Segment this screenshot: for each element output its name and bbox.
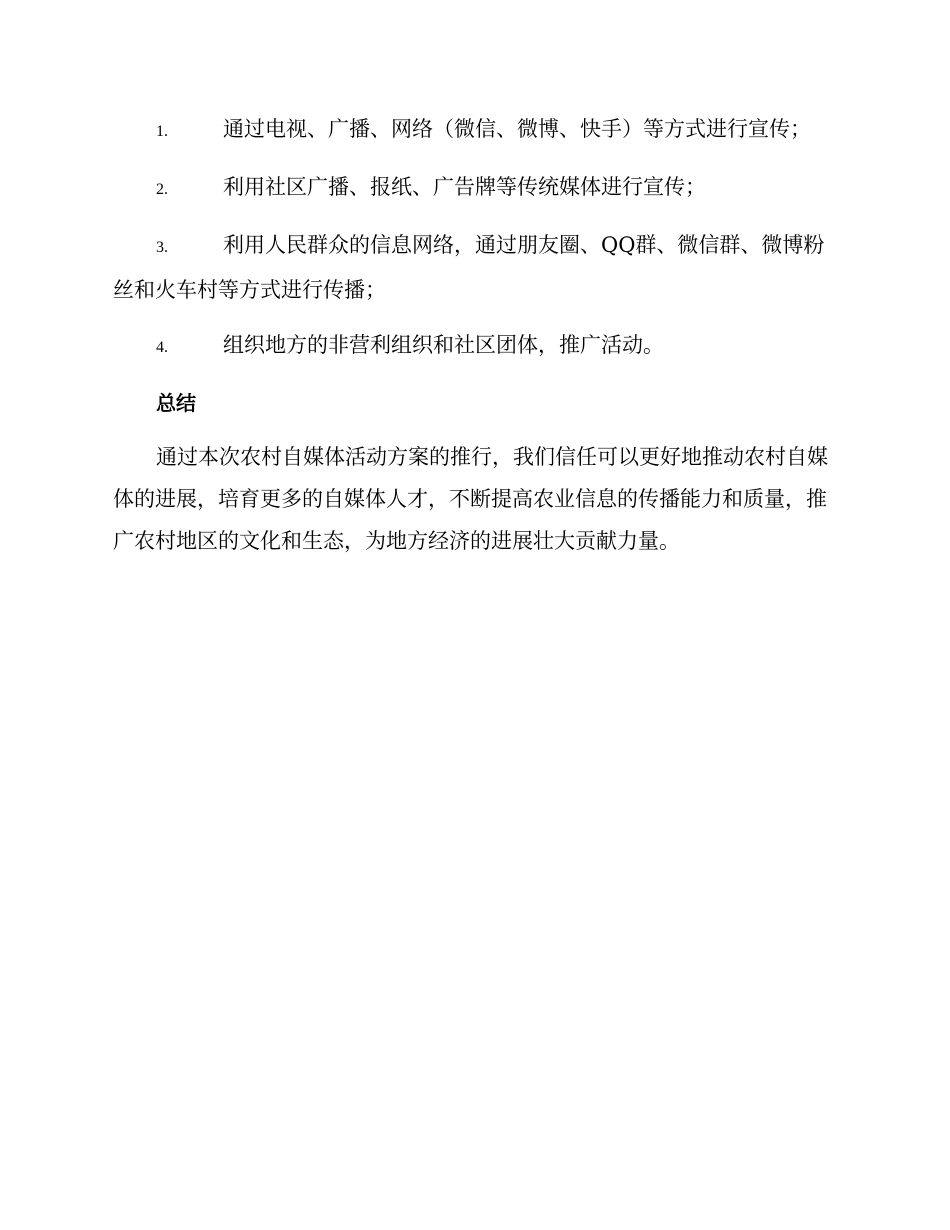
list-item-number: 3. [156, 239, 168, 256]
list-item [113, 166, 831, 211]
list-item-number: 1. [156, 123, 168, 140]
summary-heading: 总结 [156, 391, 196, 415]
list-item [113, 108, 831, 153]
list-item-text: 组织地方的非营利组织和社区团体，推广活动。 [223, 333, 664, 357]
list-item [113, 324, 831, 369]
list-item-text: 利用人民群众的信息网络，通过朋友圈、QQ群、微信群、微博粉丝和火车村等方式进行传播； [113, 233, 825, 302]
document-content [113, 108, 831, 562]
list-item-text: 利用社区广播、报纸、广告牌等传统媒体进行宣传； [223, 175, 706, 199]
list-item-number: 2. [156, 181, 168, 198]
summary-paragraph: 通过本次农村自媒体活动方案的推行，我们信任可以更好地推动农村自媒体的进展，培育更多的自媒体人才，不断提高农业信息的传播能力和质量，推广农村地区的文化和生态，为地方经济的进展壮大贡献力量。 [113, 445, 828, 553]
list-item-number: 4. [156, 339, 168, 356]
list-item-text: 通过电视、广播、网络（微信、微博、快手）等方式进行宣传； [223, 117, 811, 141]
list-item [113, 224, 831, 311]
